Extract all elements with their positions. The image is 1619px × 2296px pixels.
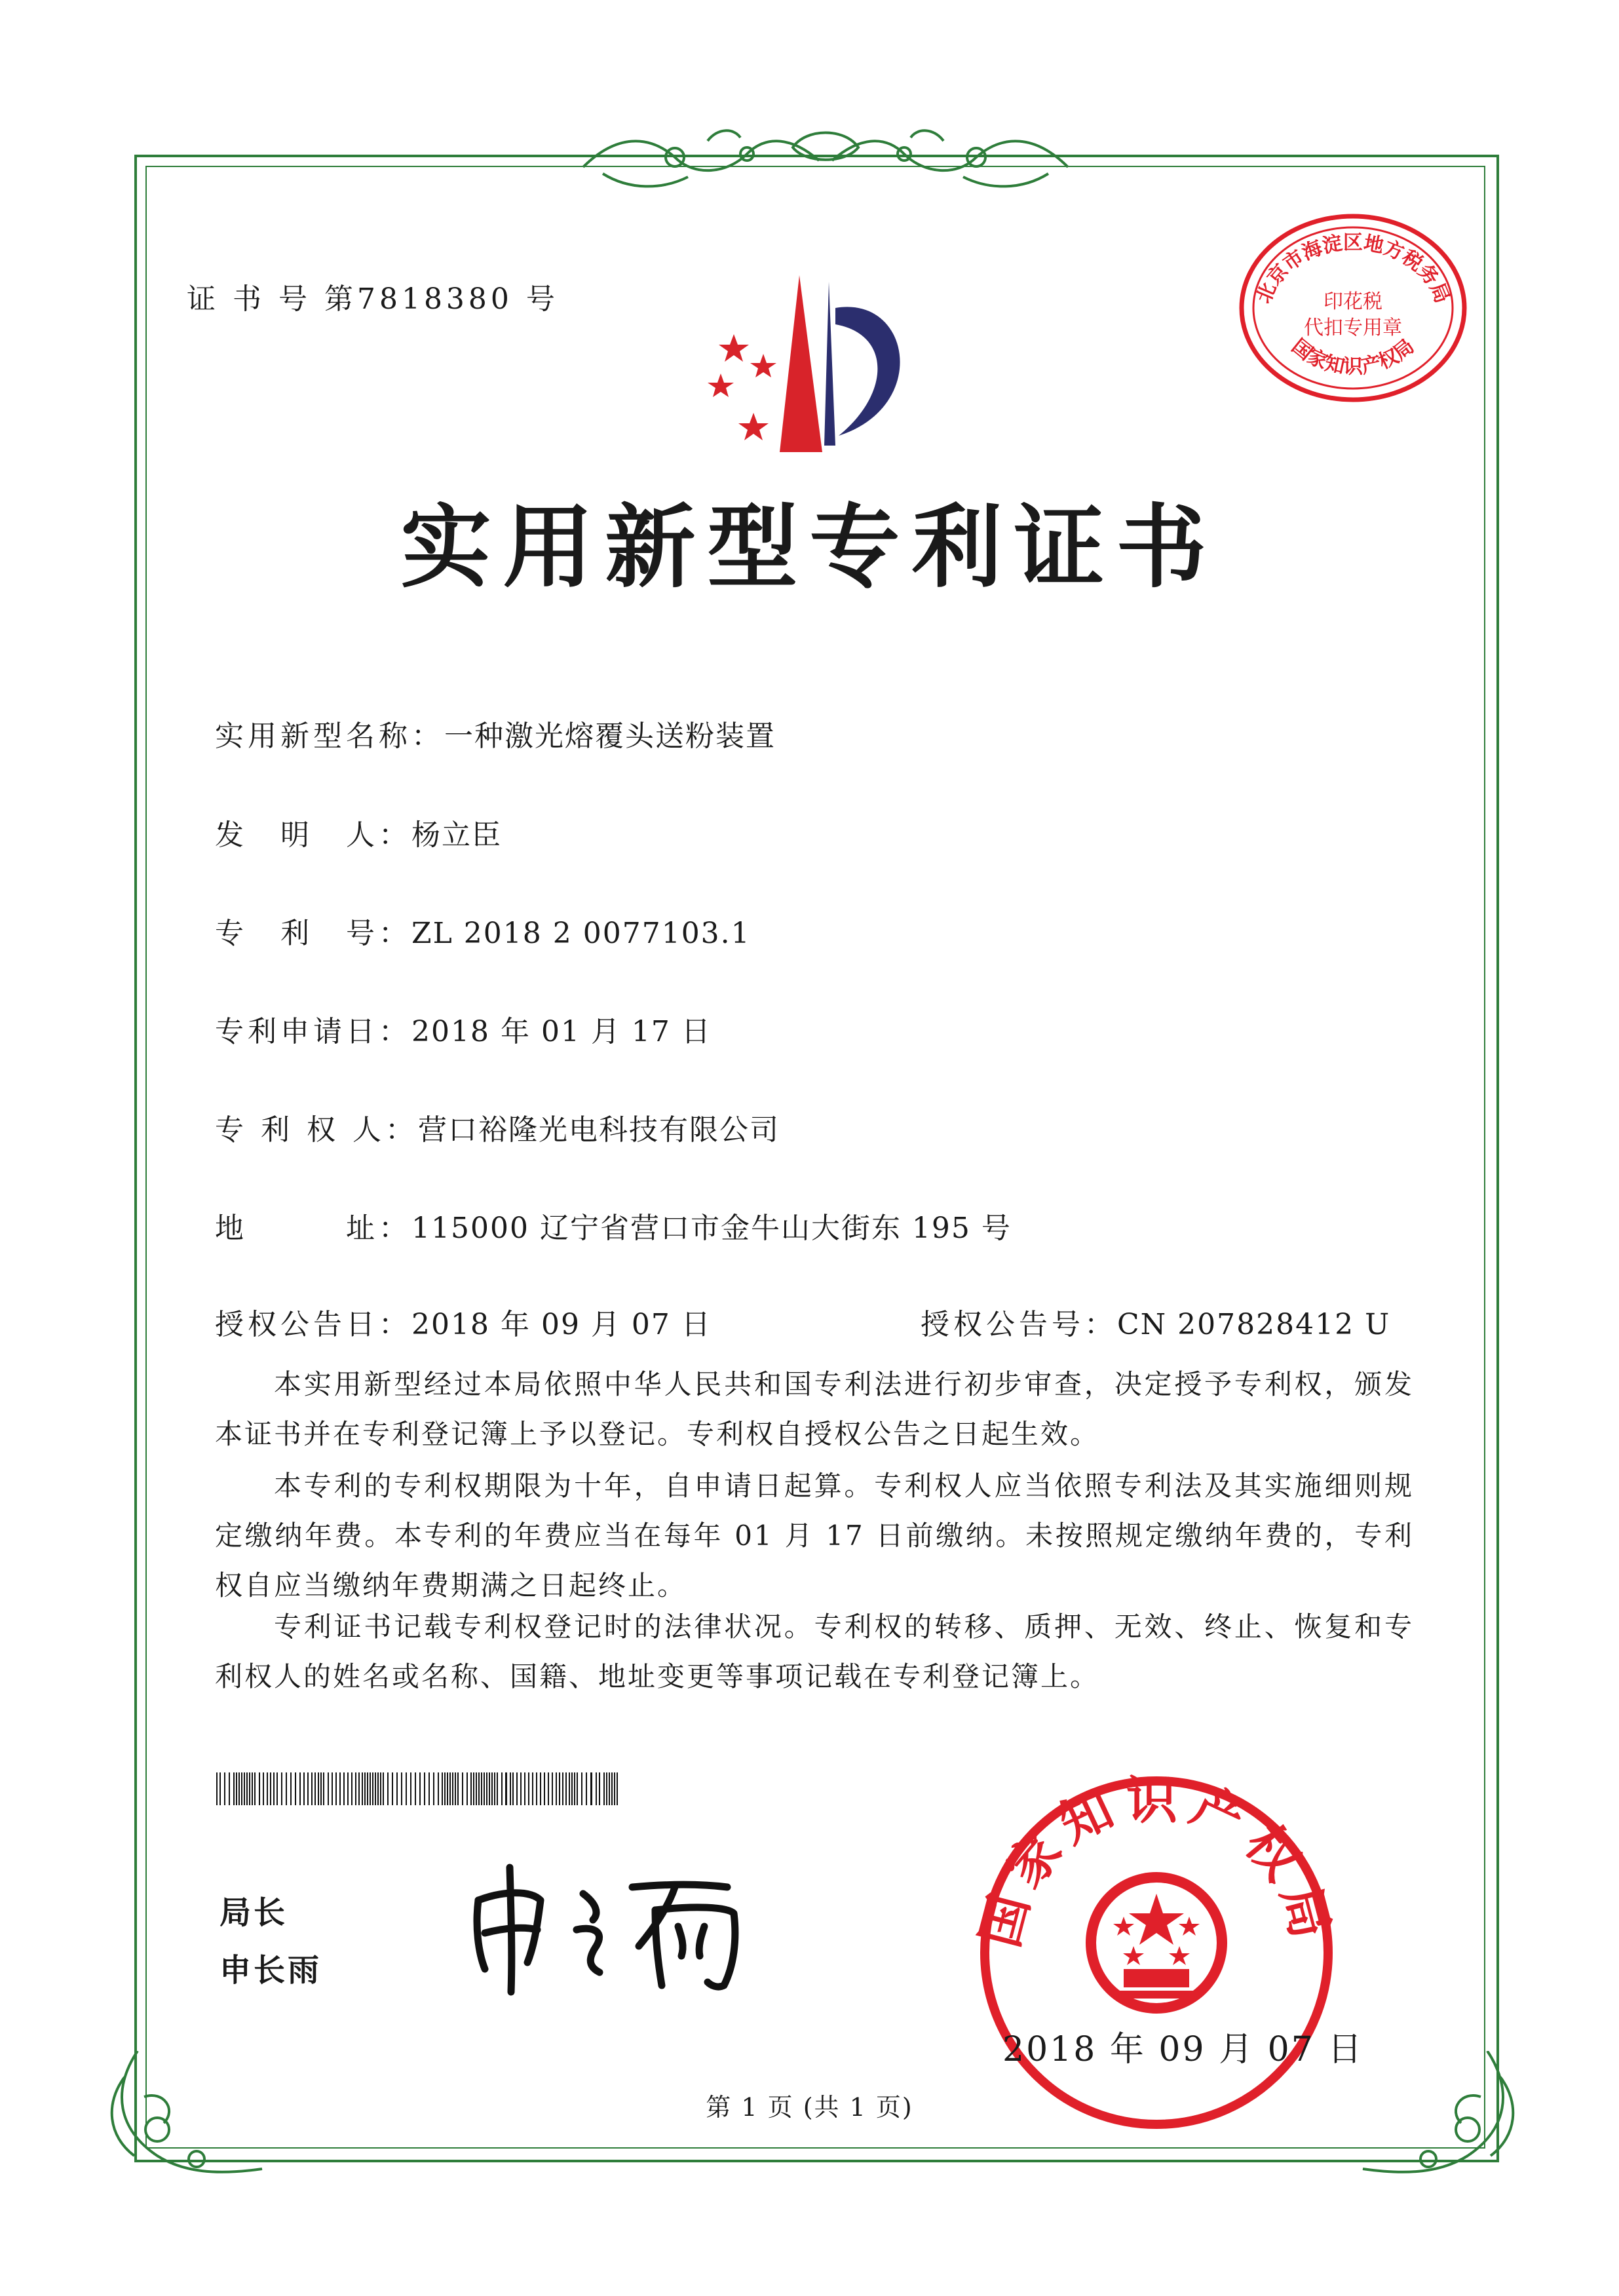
barcode-bar bbox=[396, 1772, 398, 1805]
barcode-bar bbox=[559, 1772, 560, 1805]
field-label: 实用新型名称： bbox=[215, 719, 444, 753]
field-application-date bbox=[215, 1008, 712, 1050]
barcode-bar bbox=[375, 1772, 376, 1805]
handwritten-signature bbox=[459, 1854, 826, 1999]
field-value: 2018 年 09 月 07 日 bbox=[411, 1308, 712, 1341]
barcode-bar bbox=[290, 1772, 292, 1805]
barcode-bar bbox=[252, 1772, 253, 1805]
barcode-bar bbox=[392, 1772, 393, 1805]
field-patent-number bbox=[215, 909, 751, 951]
barcode-bar bbox=[372, 1772, 373, 1805]
barcode-bar bbox=[524, 1772, 525, 1805]
tax-stamp-bottom-text: 国家知识产权局 bbox=[1287, 334, 1419, 379]
barcode-bar bbox=[249, 1772, 250, 1805]
barcode-bar bbox=[586, 1772, 587, 1805]
barcode-bar bbox=[307, 1772, 309, 1805]
body-paragraph: 专利证书记载专利权登记时的法律状况。专利权的转移、质押、无效、终止、恢复和专利权人的姓名或名称、国籍、地址变更等事项记载在专利登记簿上。 bbox=[215, 1611, 1414, 1693]
barcode-bar bbox=[216, 1772, 218, 1805]
field-value: 2018 年 01 月 17 日 bbox=[411, 1015, 712, 1048]
barcode-bar bbox=[401, 1772, 402, 1805]
barcode-bar bbox=[552, 1772, 553, 1805]
field-label: 专 利 号： bbox=[215, 917, 411, 950]
barcode-bar bbox=[273, 1772, 275, 1805]
barcode-bar bbox=[303, 1772, 305, 1805]
field-value: 115000 辽宁省营口市金牛山大街东 195 号 bbox=[411, 1212, 1012, 1245]
barcode-bar bbox=[241, 1772, 242, 1805]
barcode-bar bbox=[419, 1772, 421, 1805]
barcode-bar bbox=[447, 1772, 448, 1805]
signatory-name: 申长雨 bbox=[219, 1952, 322, 1989]
barcode-bar bbox=[516, 1772, 518, 1805]
tax-stamp bbox=[1232, 203, 1474, 413]
barcode-bar bbox=[320, 1772, 322, 1805]
tax-stamp-ring-text: 北京市海淀区地方税务局 bbox=[1252, 231, 1454, 307]
barcode-bar bbox=[540, 1772, 541, 1805]
body-paragraph: 本专利的专利权期限为十年，自申请日起算。专利权人应当依照专利法及其实施细则规定缴纳年费。本专利的年费应当在每年 01 月 17 日前缴纳。未按照规定缴纳年费的，专利权自应当缴纳年费期满之日起终止。 bbox=[215, 1470, 1414, 1601]
tax-stamp-center-line2: 代扣专用章 bbox=[1304, 316, 1402, 339]
field-label: 发 明 人： bbox=[215, 818, 411, 852]
barcode-bar bbox=[339, 1772, 341, 1805]
barcode-bar bbox=[574, 1772, 575, 1805]
barcode-bar bbox=[323, 1772, 324, 1805]
barcode-bar bbox=[328, 1772, 329, 1805]
barcode-bar bbox=[355, 1772, 356, 1805]
field-value: 一种激光熔覆头送粉装置 bbox=[444, 719, 776, 753]
barcode-bar bbox=[406, 1772, 407, 1805]
barcode bbox=[216, 1772, 622, 1805]
barcode-bar bbox=[233, 1772, 235, 1805]
body-paragraph: 本实用新型经过本局依照中华人民共和国专利法进行初步审查，决定授予专利权，颁发本证书并在专利登记簿上予以登记。专利权自授权公告之日起生效。 bbox=[215, 1368, 1414, 1450]
barcode-bar bbox=[238, 1772, 240, 1805]
barcode-bar bbox=[224, 1772, 225, 1805]
barcode-bar bbox=[505, 1772, 507, 1805]
barcode-bar bbox=[562, 1772, 563, 1805]
barcode-bar bbox=[229, 1772, 230, 1805]
barcode-bar bbox=[387, 1772, 389, 1805]
tax-stamp-center-line1: 印花税 bbox=[1324, 290, 1382, 313]
barcode-bar bbox=[606, 1772, 607, 1805]
barcode-bar bbox=[377, 1772, 379, 1805]
barcode-bar bbox=[438, 1772, 439, 1805]
barcode-bar bbox=[532, 1772, 533, 1805]
barcode-bar bbox=[311, 1772, 313, 1805]
barcode-bar bbox=[380, 1772, 381, 1805]
barcode-bar bbox=[442, 1772, 443, 1805]
bottom-right-ornament bbox=[1356, 2051, 1527, 2195]
barcode-bar bbox=[484, 1772, 485, 1805]
barcode-bar bbox=[332, 1772, 333, 1805]
barcode-bar bbox=[299, 1772, 301, 1805]
field-value: CN 207828412 U bbox=[1117, 1308, 1391, 1341]
barcode-bar bbox=[370, 1772, 371, 1805]
barcode-bar bbox=[569, 1772, 570, 1805]
barcode-bar bbox=[520, 1772, 522, 1805]
field-label: 专利申请日： bbox=[215, 1015, 411, 1048]
barcode-bar bbox=[452, 1772, 453, 1805]
field-label: 专 利 权 人： bbox=[215, 1113, 418, 1147]
barcode-bar bbox=[590, 1772, 592, 1805]
barcode-bar bbox=[314, 1772, 316, 1805]
field-grant-date bbox=[215, 1301, 712, 1343]
barcode-bar bbox=[478, 1772, 480, 1805]
barcode-bar bbox=[424, 1772, 425, 1805]
barcode-bar bbox=[276, 1772, 278, 1805]
barcode-bar bbox=[467, 1772, 468, 1805]
signatory-title: 局长 bbox=[219, 1894, 288, 1931]
field-grant-number bbox=[921, 1301, 1390, 1343]
barcode-bar bbox=[512, 1772, 514, 1805]
barcode-bar bbox=[267, 1772, 268, 1805]
barcode-bar bbox=[449, 1772, 451, 1805]
field-name bbox=[215, 712, 776, 754]
barcode-bar bbox=[364, 1772, 366, 1805]
patent-office-logo bbox=[695, 262, 943, 465]
barcode-bar bbox=[581, 1772, 582, 1805]
barcode-bar bbox=[481, 1772, 482, 1805]
barcode-bar bbox=[219, 1772, 221, 1805]
barcode-bar bbox=[536, 1772, 537, 1805]
barcode-bar bbox=[457, 1772, 459, 1805]
barcode-bar bbox=[599, 1772, 600, 1805]
barcode-bar bbox=[347, 1772, 349, 1805]
barcode-bar bbox=[358, 1772, 360, 1805]
barcode-bar bbox=[565, 1772, 567, 1805]
barcode-bar bbox=[444, 1772, 446, 1805]
barcode-bar bbox=[617, 1772, 618, 1805]
field-label: 授权公告日： bbox=[215, 1308, 411, 1341]
barcode-bar bbox=[259, 1772, 260, 1805]
barcode-bar bbox=[318, 1772, 319, 1805]
barcode-bar bbox=[510, 1772, 511, 1805]
barcode-bar bbox=[473, 1772, 474, 1805]
field-label: 地 址： bbox=[215, 1212, 411, 1245]
field-label: 授权公告号： bbox=[921, 1308, 1117, 1341]
barcode-bar bbox=[614, 1772, 615, 1805]
top-ornament bbox=[577, 121, 1075, 200]
barcode-bar bbox=[429, 1772, 430, 1805]
barcode-bar bbox=[415, 1772, 416, 1805]
barcode-bar bbox=[491, 1772, 493, 1805]
field-address bbox=[215, 1204, 1012, 1246]
barcode-bar bbox=[244, 1772, 245, 1805]
field-value: 营口裕隆光电科技有限公司 bbox=[417, 1113, 780, 1147]
field-inventor bbox=[215, 811, 502, 853]
certificate-title: 实用新型专利证书 bbox=[400, 493, 1219, 600]
official-seal bbox=[966, 1769, 1346, 2136]
seal-date: 2018 年 09 月 07 日 bbox=[1002, 2030, 1364, 2069]
barcode-bar bbox=[286, 1772, 287, 1805]
barcode-bar bbox=[556, 1772, 557, 1805]
barcode-bar bbox=[263, 1772, 264, 1805]
barcode-bar bbox=[462, 1772, 463, 1805]
barcode-bar bbox=[476, 1772, 477, 1805]
barcode-bar bbox=[433, 1772, 434, 1805]
certificate-number: 证 书 号 第7818380 号 bbox=[187, 282, 559, 316]
field-value: 杨立臣 bbox=[411, 818, 502, 852]
barcode-bar bbox=[611, 1772, 613, 1805]
seal-ring-text: 国家知识产权局 bbox=[970, 1770, 1343, 1953]
barcode-bar bbox=[497, 1772, 498, 1805]
barcode-bar bbox=[270, 1772, 271, 1805]
barcode-bar bbox=[246, 1772, 248, 1805]
barcode-bar bbox=[486, 1772, 487, 1805]
barcode-bar bbox=[383, 1772, 384, 1805]
barcode-bar bbox=[571, 1772, 573, 1805]
field-patentee bbox=[215, 1106, 780, 1148]
barcode-bar bbox=[548, 1772, 549, 1805]
barcode-bar bbox=[281, 1772, 282, 1805]
barcode-bar bbox=[596, 1772, 597, 1805]
barcode-bar bbox=[470, 1772, 472, 1805]
barcode-bar bbox=[367, 1772, 368, 1805]
barcode-bar bbox=[528, 1772, 529, 1805]
barcode-bar bbox=[351, 1772, 352, 1805]
barcode-bar bbox=[335, 1772, 337, 1805]
barcode-bar bbox=[343, 1772, 345, 1805]
barcode-bar bbox=[236, 1772, 237, 1805]
barcode-bar bbox=[494, 1772, 495, 1805]
field-value: ZL 2018 2 0077103.1 bbox=[411, 917, 751, 950]
barcode-bar bbox=[362, 1772, 363, 1805]
page-number: 第 1 页 (共 1 页) bbox=[706, 2093, 913, 2122]
barcode-bar bbox=[577, 1772, 578, 1805]
barcode-bar bbox=[501, 1772, 503, 1805]
barcode-bar bbox=[603, 1772, 605, 1805]
barcode-bar bbox=[410, 1772, 411, 1805]
bottom-left-ornament bbox=[98, 2051, 269, 2195]
barcode-bar bbox=[455, 1772, 456, 1805]
barcode-bar bbox=[295, 1772, 296, 1805]
barcode-bar bbox=[254, 1772, 256, 1805]
barcode-bar bbox=[544, 1772, 545, 1805]
barcode-bar bbox=[489, 1772, 490, 1805]
barcode-bar bbox=[609, 1772, 610, 1805]
